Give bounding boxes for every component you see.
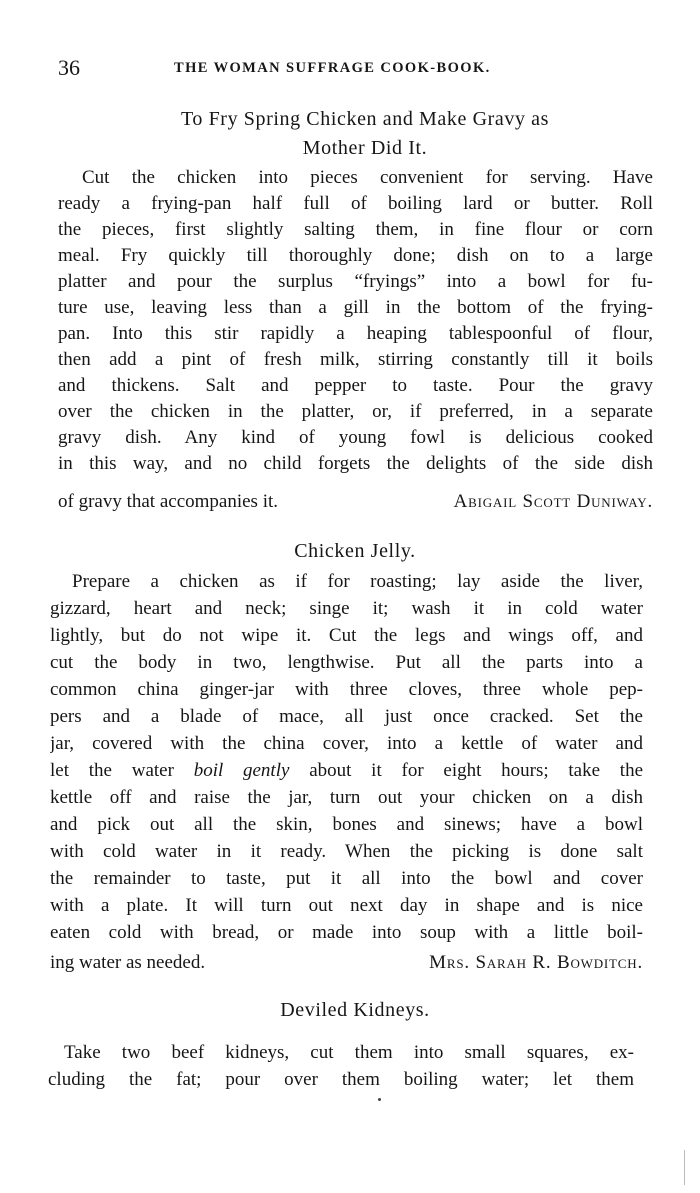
recipe-text-line: gravy dish. Any kind of young fowl is delicious cooked xyxy=(58,427,653,448)
recipe-text-line: platter and pour the surplus “fryings” into a bowl for fu- xyxy=(58,271,653,292)
recipe-text-line: meal. Fry quickly till thoroughly done; dish on to a large xyxy=(58,245,653,266)
recipe-text-line: eaten cold with bread, or made into soup with a little boil- xyxy=(50,922,643,943)
recipe-italic-phrase: boil gently xyxy=(193,760,290,781)
running-head: THE WOMAN SUFFRAGE COOK-BOOK. xyxy=(174,60,491,76)
recipe-text-line: Cut the chicken into pieces convenient for serving. Have xyxy=(82,167,653,188)
recipe-text-line: the pieces, first slightly salting them, in fine flour or corn xyxy=(58,219,653,240)
recipe-text-line: then add a pint of fresh milk, stirring constantly till it boils xyxy=(58,349,653,370)
recipe-text-line: with a plate. It will turn out next day in shape and is nice xyxy=(50,895,643,916)
recipe-text-line: ing water as needed. xyxy=(50,952,206,973)
recipe-text-segment: let the water xyxy=(50,760,174,781)
recipe-title-fried-chicken: To Fry Spring Chicken and Make Gravy as xyxy=(180,108,550,130)
recipe-author: Mrs. Sarah R. Bowditch. xyxy=(429,952,643,973)
recipe-text-line: cluding the fat; pour over them boiling water; let them xyxy=(48,1069,634,1090)
recipe-text-line: Take two beef kidneys, cut them into small squares, ex- xyxy=(64,1042,634,1063)
recipe-text-line: the remainder to taste, put it all into the bowl and cover xyxy=(50,868,643,889)
page-edge-mark xyxy=(684,1150,685,1185)
recipe-text-line: jar, covered with the china cover, into a kettle of water and xyxy=(50,733,643,754)
recipe-text-line: lightly, but do not wipe it. Cut the legs and wings off, and xyxy=(50,625,643,646)
recipe-text-line: ready a frying-pan half full of boiling lard or butter. Roll xyxy=(58,193,653,214)
page-header xyxy=(58,55,648,81)
recipe-text-line: over the chicken in the platter, or, if preferred, in a separate xyxy=(58,401,653,422)
recipe-author: Abigail Scott Duniway. xyxy=(453,491,653,512)
recipe-text-line: with cold water in it ready. When the picking is done salt xyxy=(50,841,643,862)
recipe-title-chicken-jelly: Chicken Jelly. xyxy=(294,540,416,562)
recipe-text-line: gizzard, heart and neck; singe it; wash it in cold water xyxy=(50,598,643,619)
recipe-text-line: kettle off and raise the jar, turn out your chicken on a dish xyxy=(50,787,643,808)
recipe-title-deviled-kidneys: Deviled Kidneys. xyxy=(280,999,430,1021)
recipe-text-line: ture use, leaving less than a gill in the bottom of the frying- xyxy=(58,297,653,318)
page-number: 36 xyxy=(58,55,80,80)
recipe-text-line: pers and a blade of mace, all just once cracked. Set the xyxy=(50,706,643,727)
recipe-text-line: Prepare a chicken as if for roasting; lay aside the liver, xyxy=(72,571,643,592)
recipe-text-line: and thickens. Salt and pepper to taste. Pour the gravy xyxy=(58,375,653,396)
recipe-text-line: pan. Into this stir rapidly a heaping tablespoonful of flour, xyxy=(58,323,653,344)
recipe-text-line-with-emphasis xyxy=(50,758,643,783)
recipe-text-line: cut the body in two, lengthwise. Put all the parts into a xyxy=(50,652,643,673)
recipe-text-line: common china ginger-jar with three cloves, three whole pep- xyxy=(50,679,643,700)
recipe-title-fried-chicken-cont: Mother Did It. xyxy=(302,137,428,159)
recipe-text-line: in this way, and no child forgets the delights of the side dish xyxy=(58,453,653,474)
recipe-text-line: of gravy that accompanies it. xyxy=(58,491,279,512)
recipe-text-line: and pick out all the skin, bones and sinews; have a bowl xyxy=(50,814,643,835)
print-speck xyxy=(378,1098,381,1101)
recipe-text-segment: about it for eight hours; take the xyxy=(309,760,643,781)
